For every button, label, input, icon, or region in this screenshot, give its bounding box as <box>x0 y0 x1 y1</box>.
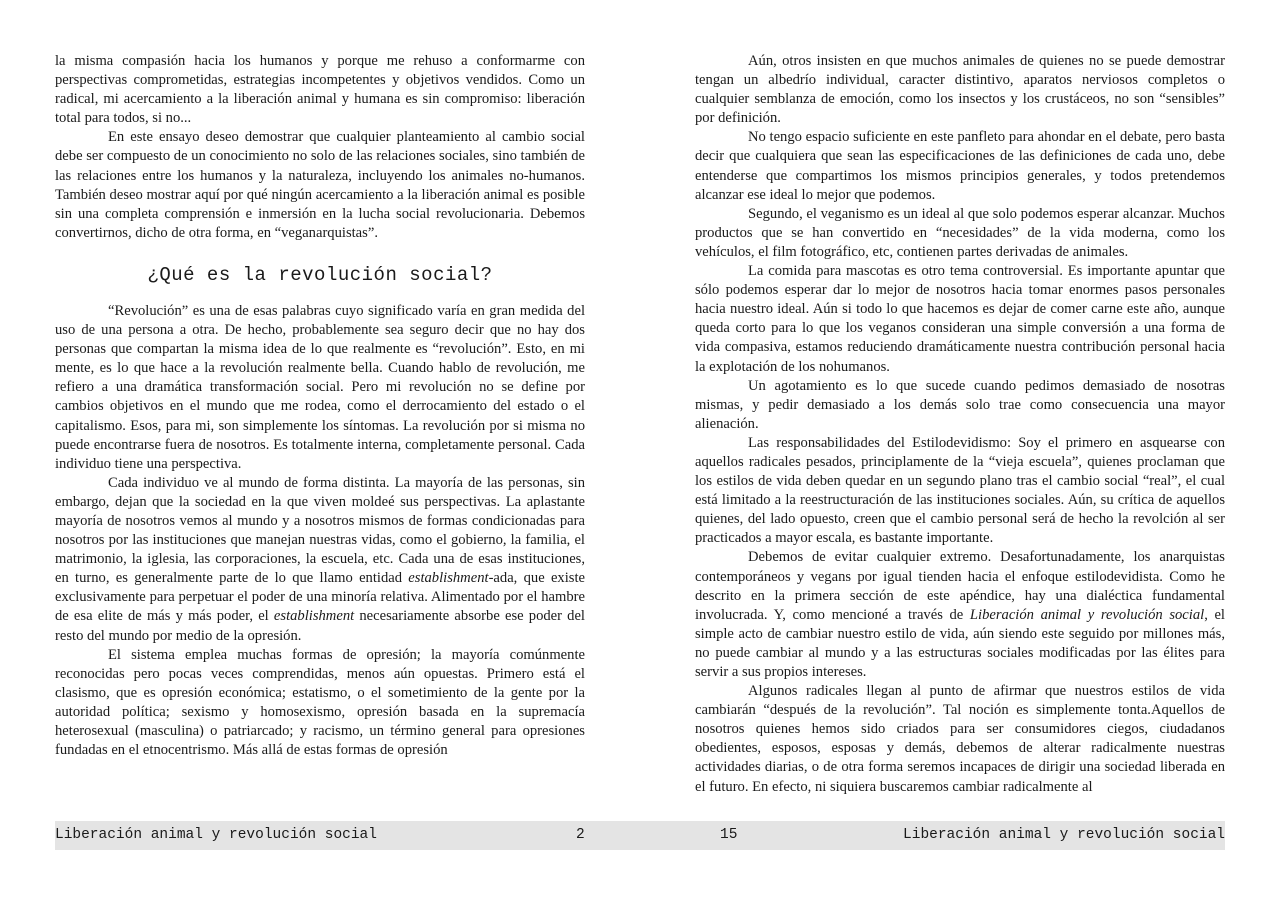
paragraph-establishment <box>55 474 585 646</box>
paragraph: Aún, otros insisten en que muchos animales de quienes no se puede demostrar tengan un albedrío individual, caracter distintivo, aparatos nerviosos completos o cualquier semblanza de emoción, como los insectos y los crustáceos, no son “sensibles” por definición. <box>695 53 1225 127</box>
italic-term: establishment <box>408 570 489 587</box>
text-run: -ada, que existe exclusivamente para perpetuar el poder de una minoría relativa. Alimentado por el hambre de esa elite de más y más poder, el <box>55 570 585 625</box>
paragraph: Las responsabilidades del Estilodevidismo: Soy el primero en asquearse con aquellos radicales pesados, principlamente de la “vieja escuela”, quienes proclaman que los estilos de vida deben quedar en un segundo plano tras el cambio social “real”, el cual está limitado a la reestructuración de las instituciones sociales. Aún, su crítica de aquellos quienes, del lado opuesto, creen que el cambio personal será de hecho la revolción al ser practicados a mayor escala, es bastante importante. <box>695 434 1225 547</box>
left-page <box>55 52 585 760</box>
text-run: , el simple acto de cambiar nuestro estilo de vida, aún siendo este seguido por millones más, no puede cambiar al mundo y a las estructuras sociales modificadas por las élites para servir a sus propios intereses. <box>695 606 1225 680</box>
paragraph: Segundo, el veganismo es un ideal al que solo podemos esperar alcanzar. Muchos productos que se han convertido en “necesidades” de la vida moderna, como los vehículos, el film fotográfico, etc, contienen partes derivadas de animales. <box>695 205 1225 260</box>
italic-term: establishment <box>273 608 355 625</box>
paragraph: “Revolución” es una de esas palabras cuyo significado varía en gran medida del uso de una persona a otra. De hecho, probablemente sea seguro decir que no hay dos personas que compartan la misma idea de lo que realmente es “revolución”. Esto, en mi mente, es lo que hace a la revolución realmente bella. Cuando hablo de revolución, me refiero a una dramática transformación social. Pero mi revolución no se define por cambios objetivos en el mundo que me rodea, como el derrocamiento del estado o el capitalismo. Esos, para mi, son simplemente los síntomas. La revolución por si misma no puede encontrarse fuera de nosotros. Es totalmente interna, completamente personal. Cada individuo tiene una perspectiva. <box>55 302 585 472</box>
text-run: necesariamente absorbe ese poder del resto del mundo por medio de la opresión. <box>55 608 585 644</box>
right-page <box>695 52 1225 797</box>
text-run: Cada individuo ve al mundo de forma distinta. La mayoría de las personas, sin embargo, dejan que la sociedad en la que viven moldeé sus perspectivas. La aplastante mayoría de nosotros vemos al mundo y a nosotros mismos de formas condicionadas para nosotros por las instituciones que manejan nuestras vidas, como el gobierno, la familia, el matrimonio, la iglesia, las corporaciones, la escuela, etc. Cada una de esas instituciones, en turno, es generalmente parte de lo que llamo entidad <box>55 474 585 587</box>
page-number-left: 2 <box>576 827 585 843</box>
paragraph: No tengo espacio suficiente en este panfleto para ahondar en el debate, pero basta decir que cualquiera que sean las especificaciones de las definiciones de cada uno, debe entenderse que compartimos los mismos principios generales, y todos pretendemos alcanzar ese ideal lo mejor que podemos. <box>695 129 1225 203</box>
footer-band <box>55 821 1225 850</box>
italic-title: Liberación animal y revolución social <box>969 606 1205 623</box>
section-heading: ¿Qué es la revolución social? <box>147 263 493 286</box>
footer-left-title: Liberación animal y revolución social <box>55 827 377 843</box>
text-run: Debemos de evitar cualquier extremo. Desafortunadamente, los anarquistas contemporáneos y vegans por igual tienden hacia el enfoque estilodevidista. Como he descrito en la primera sección de este apéndice, hay una dialéctica fundamental involucrada. Y, como mencioné a través de <box>695 549 1225 623</box>
paragraph: El sistema emplea muchas formas de opresión; la mayoría comúnmente reconocidas pero pocas veces comprendidas, menos aún opuestas. Primero está el clasismo, que es opresión económica; estatismo, o el sometimiento de la gente por la autoridad política; sexismo y homosexismo, opresión basada en la supremacía heterosexual (masculina) o patriarcado; y racismo, un término general para opresiones fundadas en el etnocentrismo. Más allá de estas formas de opresión <box>55 646 585 759</box>
paragraph: En este ensayo deseo demostrar que cualquier planteamiento al cambio social debe ser compuesto de un conocimiento no solo de las relaciones sociales, sino también de las relaciones entre los humanos y la naturaleza, incluyendo los animales no-humanos. También deseo mostrar aquí por qué ningún acercamiento a la liberación animal es posible sin una completa comprensión e inmersión en la lucha social revolucionaria. Debemos convertirnos, dicho de otra forma, en “veganarquistas”. <box>55 129 585 241</box>
footer-right-title: Liberación animal y revolución social <box>903 827 1225 843</box>
paragraph-extremo <box>695 548 1225 682</box>
paragraph: Un agotamiento es lo que sucede cuando pedimos demasiado de nosotras mismas, y pedir demasiado a los demás solo trae como consecuencia una mayor alienación. <box>695 377 1225 432</box>
paragraph: Algunos radicales llegan al punto de afirmar que nuestros estilos de vida cambiarán “después de la revolución”. Tal noción es simplemente tonta.Aquellos de nosotros quienes hemos sido criados para ser consumidores ciegos, ciudadanos obedientes, esposos, esposas y demás, debemos de alterar radicalmente nuestras actividades diarias, o de otra forma seremos incapaces de dirigir una sociedad liberada en el futuro. En efecto, ni siquiera buscaremos cambiar radicalmente al <box>695 683 1225 795</box>
paragraph: La comida para mascotas es otro tema controversial. Es importante apuntar que sólo podemos esperar dar lo mejor de nosotros hacia tomar enormes pasos personales hacia nuestro ideal. Aún si todo lo que hacemos es dejar de comer carne este año, aunque queda corto para lo que los veganos consideran una simple conversión a una forma de vida compasiva, estamos reduciendo dramáticamente nuestra contribución personal hacia la explotación de los nohumanos. <box>695 263 1225 375</box>
page-number-right: 15 <box>720 827 738 843</box>
paragraph: la misma compasión hacia los humanos y porque me rehuso a conformarme con perspectivas comprometidas, estrategias incompetentes y objetivos vendidos. Como un radical, mi acercamiento a la liberación animal y humana es sin compromiso: liberación total para todos, si no... <box>55 53 585 127</box>
